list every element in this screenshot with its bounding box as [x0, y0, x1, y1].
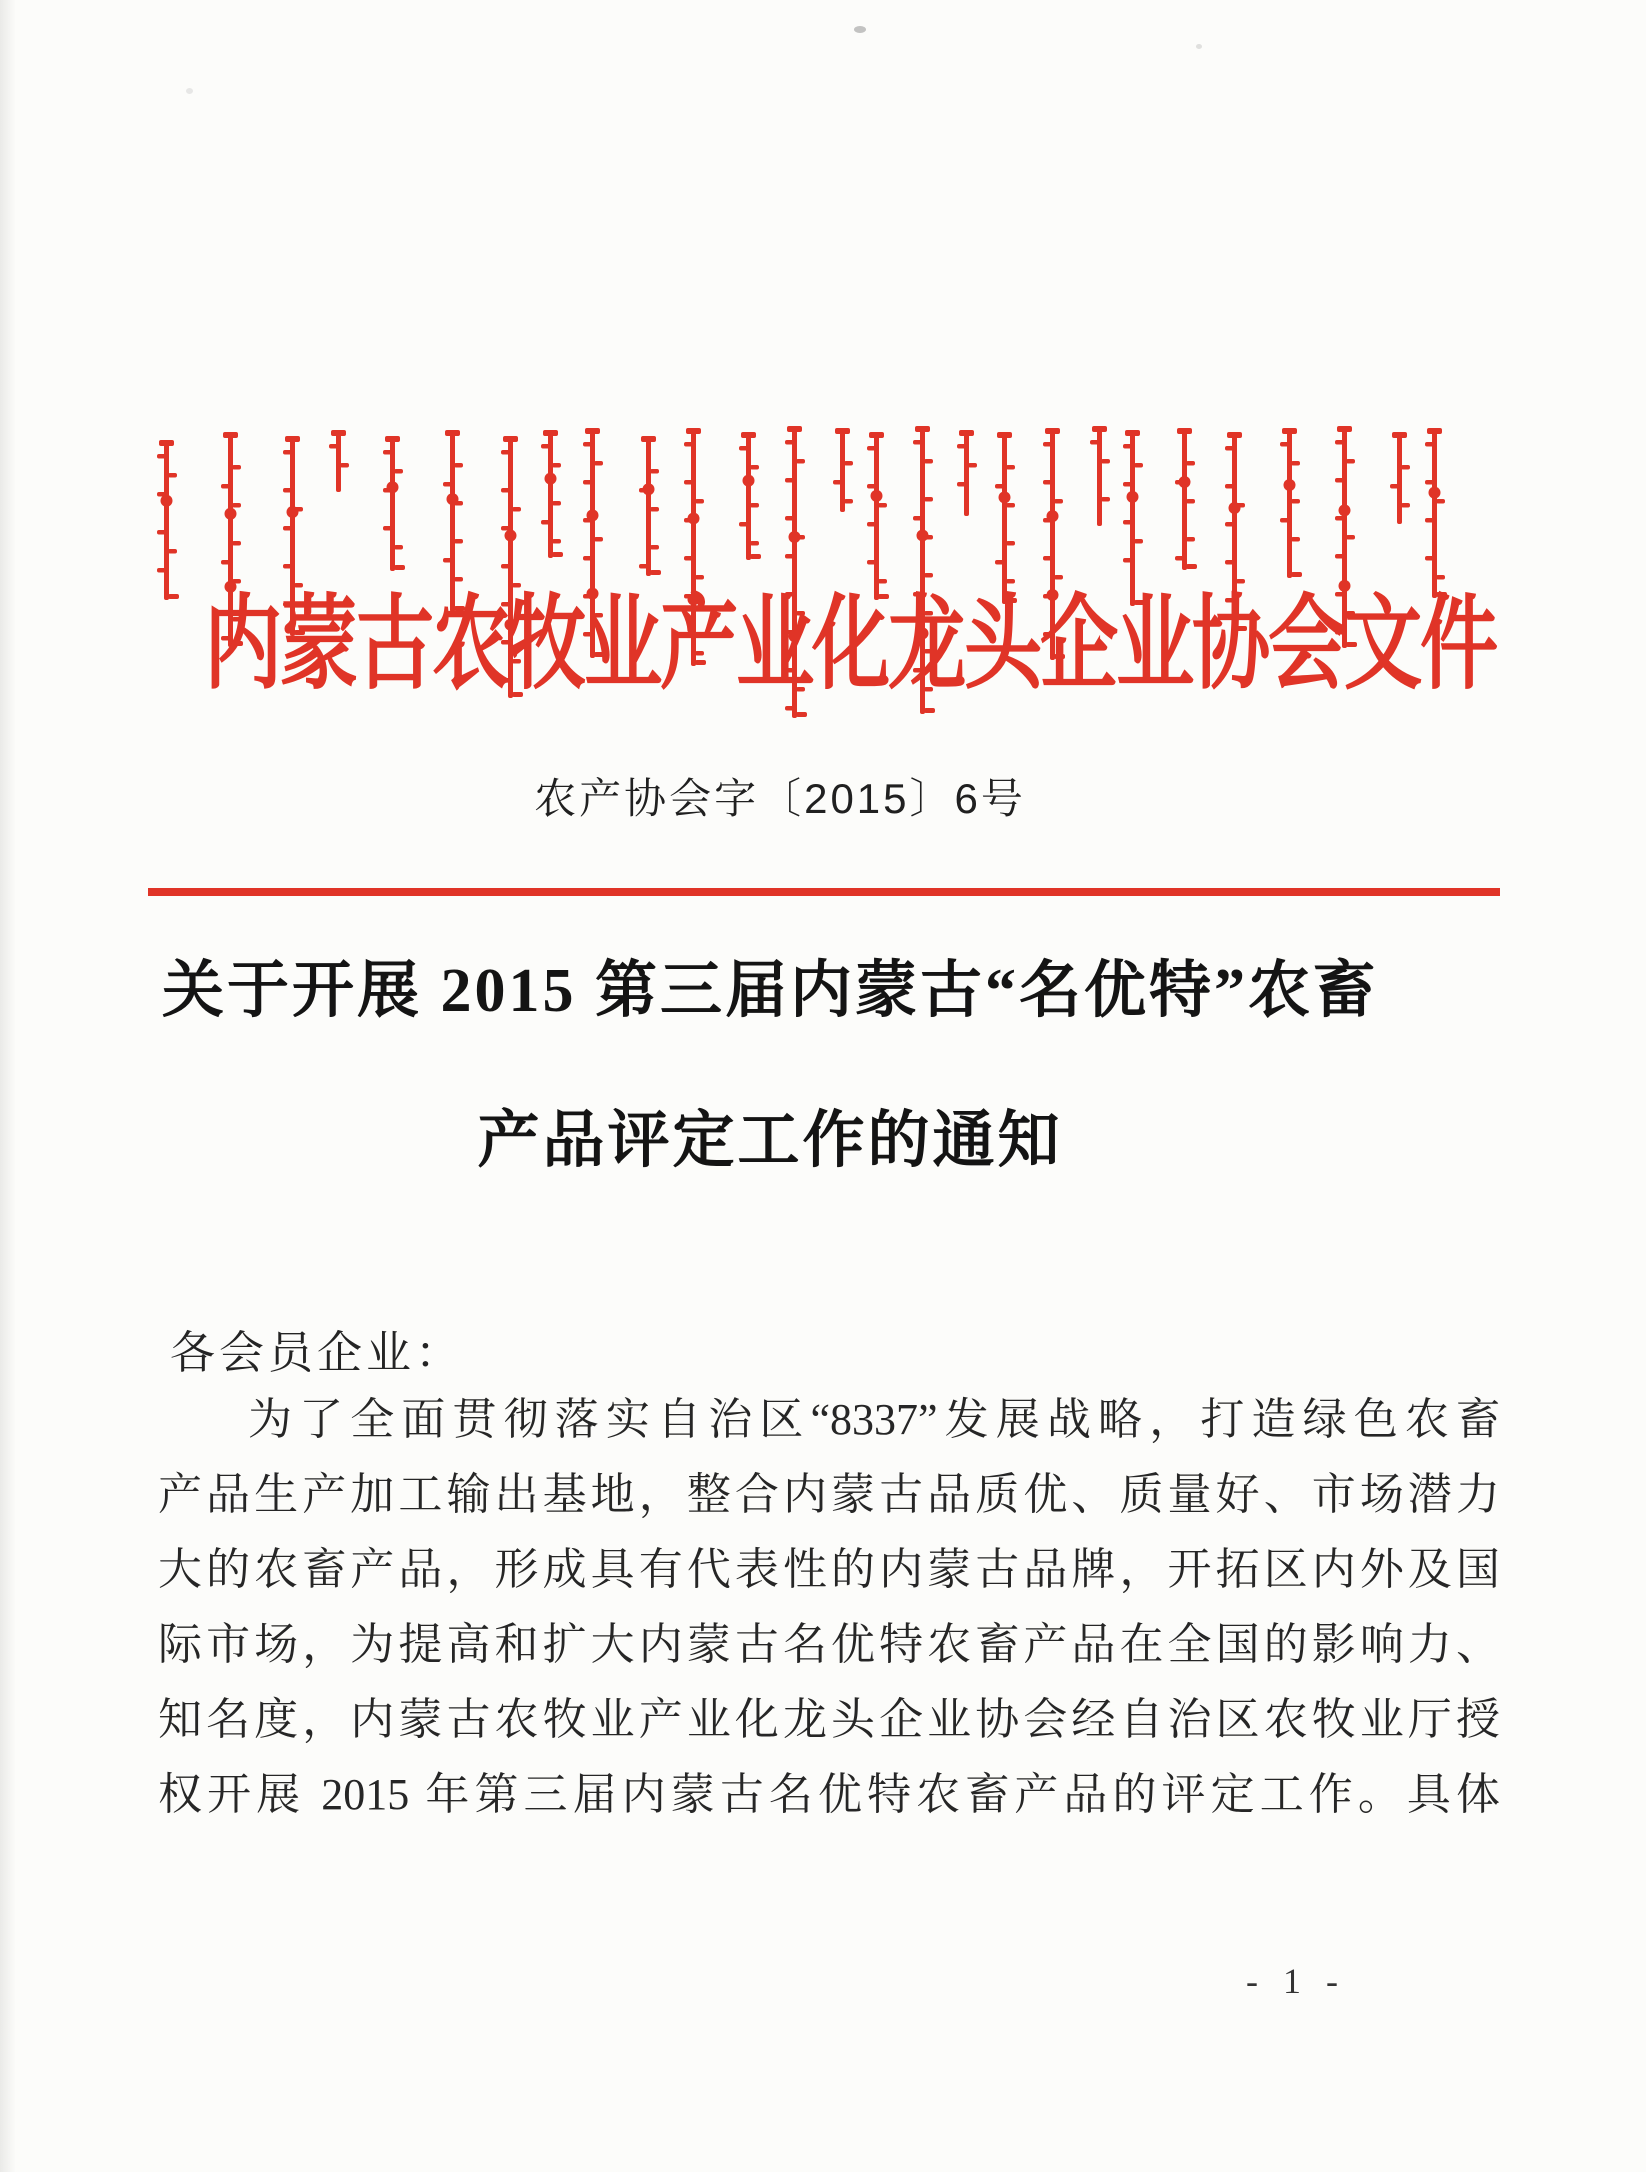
body-paragraph: [158, 1382, 1500, 1832]
body-line: 大的农畜产品，形成具有代表性的内蒙古品牌，开拓区内外及国: [158, 1545, 1500, 1594]
scan-edge-shading: [0, 0, 16, 2172]
red-divider-line: [148, 888, 1500, 896]
scan-artifact: [854, 26, 866, 33]
page-number: - 1 -: [1246, 1961, 1346, 2001]
doc-number: 农产协会字〔2015〕6号: [534, 775, 1026, 822]
notice-title-line1: 关于开展 2015 第三届内蒙古“名优特”农畜: [161, 957, 1378, 1025]
notice-title-line2: 产品评定工作的通知: [477, 1107, 1063, 1175]
body-line: 为了全面贯彻落实自治区“8337”发展战略，打造绿色农畜: [248, 1395, 1500, 1444]
scan-artifact: [186, 88, 193, 94]
body-line: 知名度，内蒙古农牧业产业化龙头企业协会经自治区农牧业厅授: [158, 1695, 1500, 1744]
body-line: 产品生产加工输出基地，整合内蒙古品质优、质量好、市场潜力: [158, 1470, 1500, 1519]
salutation: 各会员企业：: [170, 1328, 465, 1378]
org-title-row: [0, 588, 1646, 713]
org-title: 内蒙古农牧业产业化龙头企业协会文件: [204, 588, 1496, 702]
scan-artifact: [1196, 44, 1202, 49]
body-line: 权开展 2015 年第三届内蒙古名优特农畜产品的评定工作。具体: [158, 1770, 1500, 1819]
body-line: 际市场，为提高和扩大内蒙古名优特农畜产品在全国的影响力、: [158, 1620, 1500, 1669]
